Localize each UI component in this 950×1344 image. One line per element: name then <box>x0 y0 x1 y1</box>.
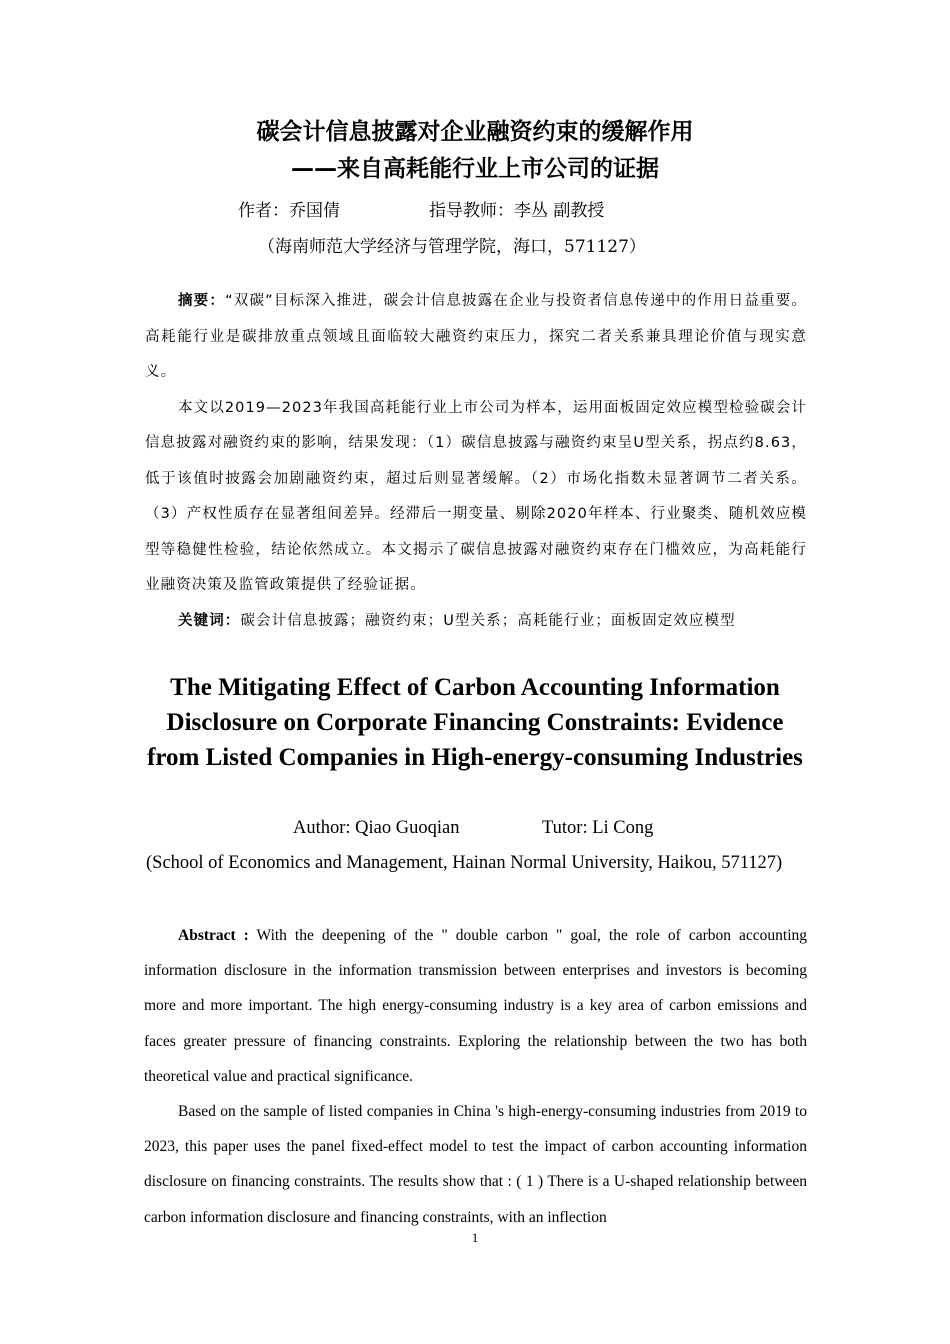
chinese-abstract-text-1: “双碳”目标深入推进，碳会计信息披露在企业与投资者信息传递中的作用日益重要。高耗能行业是碳排放重点领域且面临较大融资约束压力，探究二者关系兼具理论价值与现实意义。 <box>145 293 807 380</box>
chinese-abstract <box>145 284 807 639</box>
chinese-author: 作者：乔国倩 <box>238 201 340 221</box>
chinese-abstract-label: 摘要： <box>178 293 226 309</box>
chinese-keywords-label: 关键词： <box>178 612 241 629</box>
english-abstract-paragraph-2: Based on the sample of listed companies in China 's high-energy-consuming industries from 2019 to 2023, this paper uses the panel fixed-effect model to test the impact of carbon accounting information disclosure on financing constraints. The results show that : ( 1 ) There is a U-shaped relationship between carbon information disclosure and financing constraints, with an inflection <box>144 1103 807 1226</box>
chinese-keywords-text: 碳会计信息披露；融资约束；U型关系；高耗能行业；面板固定效应模型 <box>240 612 736 629</box>
chinese-affiliation: （海南师范大学经济与管理学院，海口，571127） <box>258 237 646 257</box>
chinese-title-line-2: ——来自高耗能行业上市公司的证据 <box>291 156 659 182</box>
english-abstract-text-1: With the deepening of the " double carbon " goal, the role of carbon accounting information disclosure in the information transmission between enterprises and investors is becoming more and more important. The high energy-consuming industry is a key area of carbon emissions and faces greater pressure of financing constraints. Exploring the relationship between the two has both theoretical value and practical significance. <box>144 927 808 1085</box>
page-number: 1 <box>471 1230 479 1245</box>
chinese-abstract-paragraph-1 <box>145 284 807 391</box>
chinese-keywords <box>145 604 807 640</box>
english-tutor: Tutor: Li Cong <box>542 818 654 838</box>
english-title: The Mitigating Effect of Carbon Accounting Information Disclosure on Corporate Financing Constraints: Evidence from Listed Companies in High-energy-consuming Industries <box>147 674 803 771</box>
english-author: Author: Qiao Guoqian <box>293 818 460 838</box>
english-abstract-paragraph-1 <box>144 918 807 1094</box>
chinese-abstract-paragraph-2: 本文以2019—2023年我国高耗能行业上市公司为样本，运用面板固定效应模型检验碳会计信息披露对融资约束的影响，结果发现：（1）碳信息披露与融资约束呈U型关系，拐点约8.63，低于该值时披露会加剧融资约束，超过后则显著缓解。（2）市场化指数未显著调节二者关系。（3）产权性质存在显著组间差异。经滞后一期变量、剔除2020年样本、行业聚类、随机效应模型等稳健性检验，结论依然成立。本文揭示了碳信息披露对融资约束存在门槛效应，为高耗能行业融资决策及监管政策提供了经验证据。 <box>145 399 807 593</box>
english-abstract-label: Abstract : <box>178 927 249 944</box>
chinese-advisor: 指导教师：李丛 副教授 <box>429 201 605 221</box>
chinese-title-line-1: 碳会计信息披露对企业融资约束的缓解作用 <box>256 119 694 145</box>
english-affiliation: (School of Economics and Management, Hainan Normal University, Haikou, 571127) <box>146 853 783 873</box>
english-abstract <box>144 918 807 1235</box>
